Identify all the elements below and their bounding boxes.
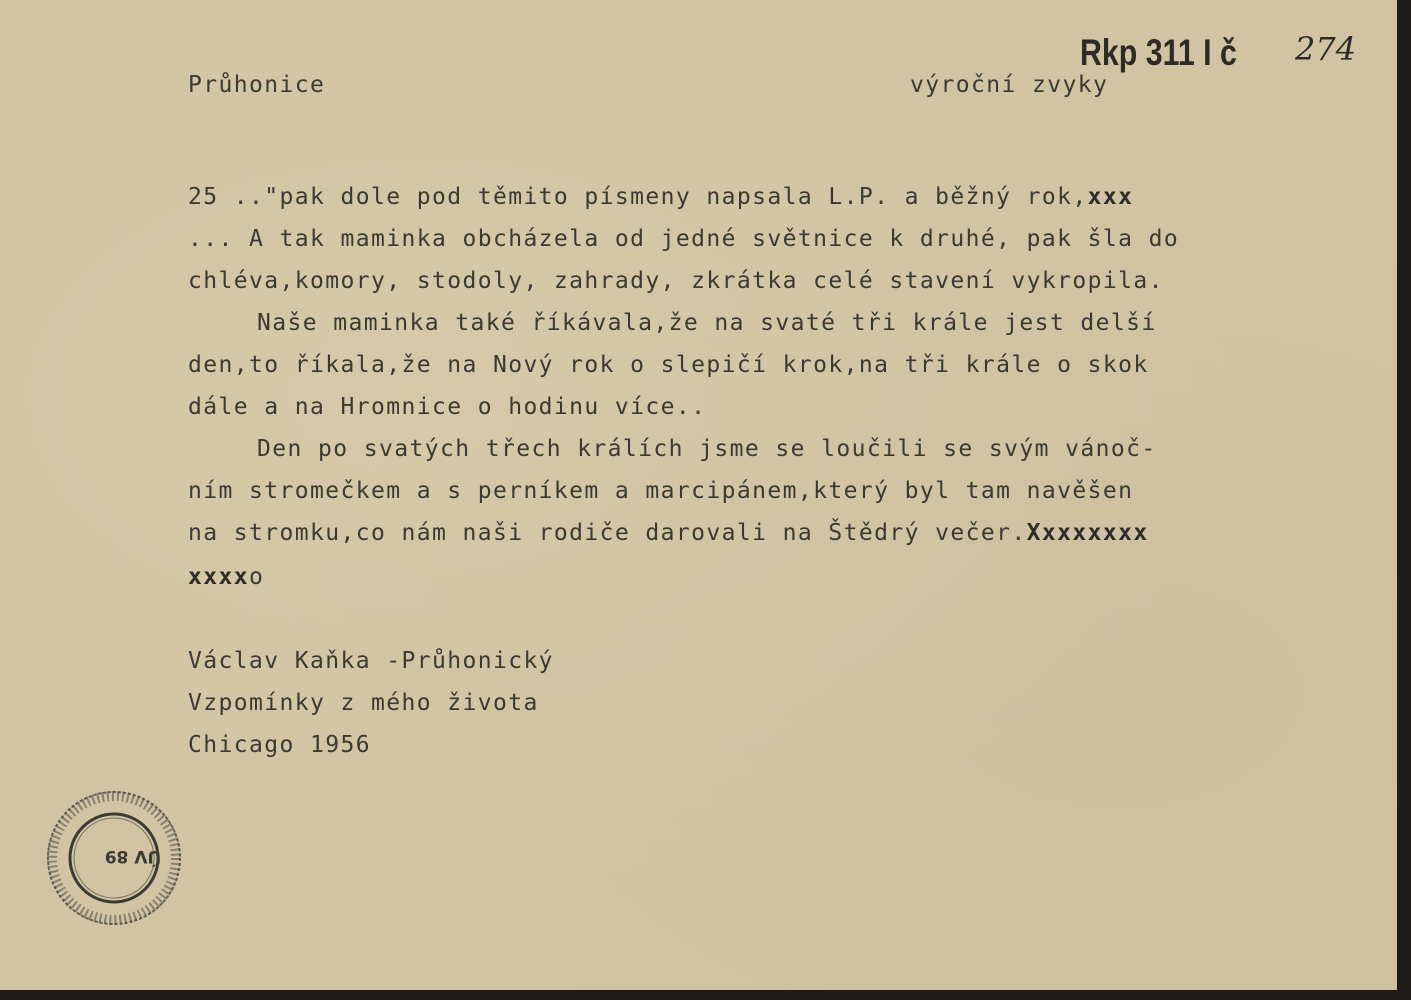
shelfmark-printed: Rkp 311 I č xyxy=(1080,32,1237,73)
text-line: dále a na Hromnice o hodinu více.. xyxy=(188,394,707,420)
shelfmark-handwritten-number: 274 xyxy=(1295,30,1357,68)
text-line: Naše maminka také říkávala,že na svaté tři krále jest delší xyxy=(257,310,1157,336)
text-line: 25 .."pak dole pod těmito písmeny napsala L.P. a běžný rok,xxx xyxy=(188,184,1134,210)
shelfmark xyxy=(1080,30,1357,74)
stamp-code: ÚV 89 xyxy=(104,846,162,866)
text-line: Den po svatých třech králích jsme se loučili se svým vánoč- xyxy=(257,436,1157,462)
text-line: xxxxo xyxy=(188,564,265,590)
author-name: Václav Kaňka -Průhonický xyxy=(188,648,554,674)
institution-stamp xyxy=(44,788,184,928)
text-line: den,to říkala,že na Nový rok o slepičí krok,na tři krále o skok xyxy=(188,352,1149,378)
source-place-year: Chicago 1956 xyxy=(188,732,371,758)
source-title: Vzpomínky z mého života xyxy=(188,690,539,716)
text-line: ... A tak maminka obcházela od jedné světnice k druhé, pak šla do xyxy=(188,226,1180,252)
topic-heading: výroční zvyky xyxy=(910,72,1109,98)
struck-out-text: xxxx xyxy=(188,564,249,590)
text-line: ním stromečkem a s perníkem a marcipánem,který byl tam navěšen xyxy=(188,478,1134,504)
struck-out-text: xxx xyxy=(1087,184,1134,210)
text-line: chléva,komory, stodoly, zahrady, zkrátka celé stavení vykropila. xyxy=(188,268,1164,294)
place-heading: Průhonice xyxy=(188,72,326,98)
struck-out-text: Xxxxxxxx xyxy=(1026,520,1149,546)
text-line: na stromku,co nám naši rodiče darovali na Štědrý večer.Xxxxxxxx xyxy=(188,520,1149,546)
